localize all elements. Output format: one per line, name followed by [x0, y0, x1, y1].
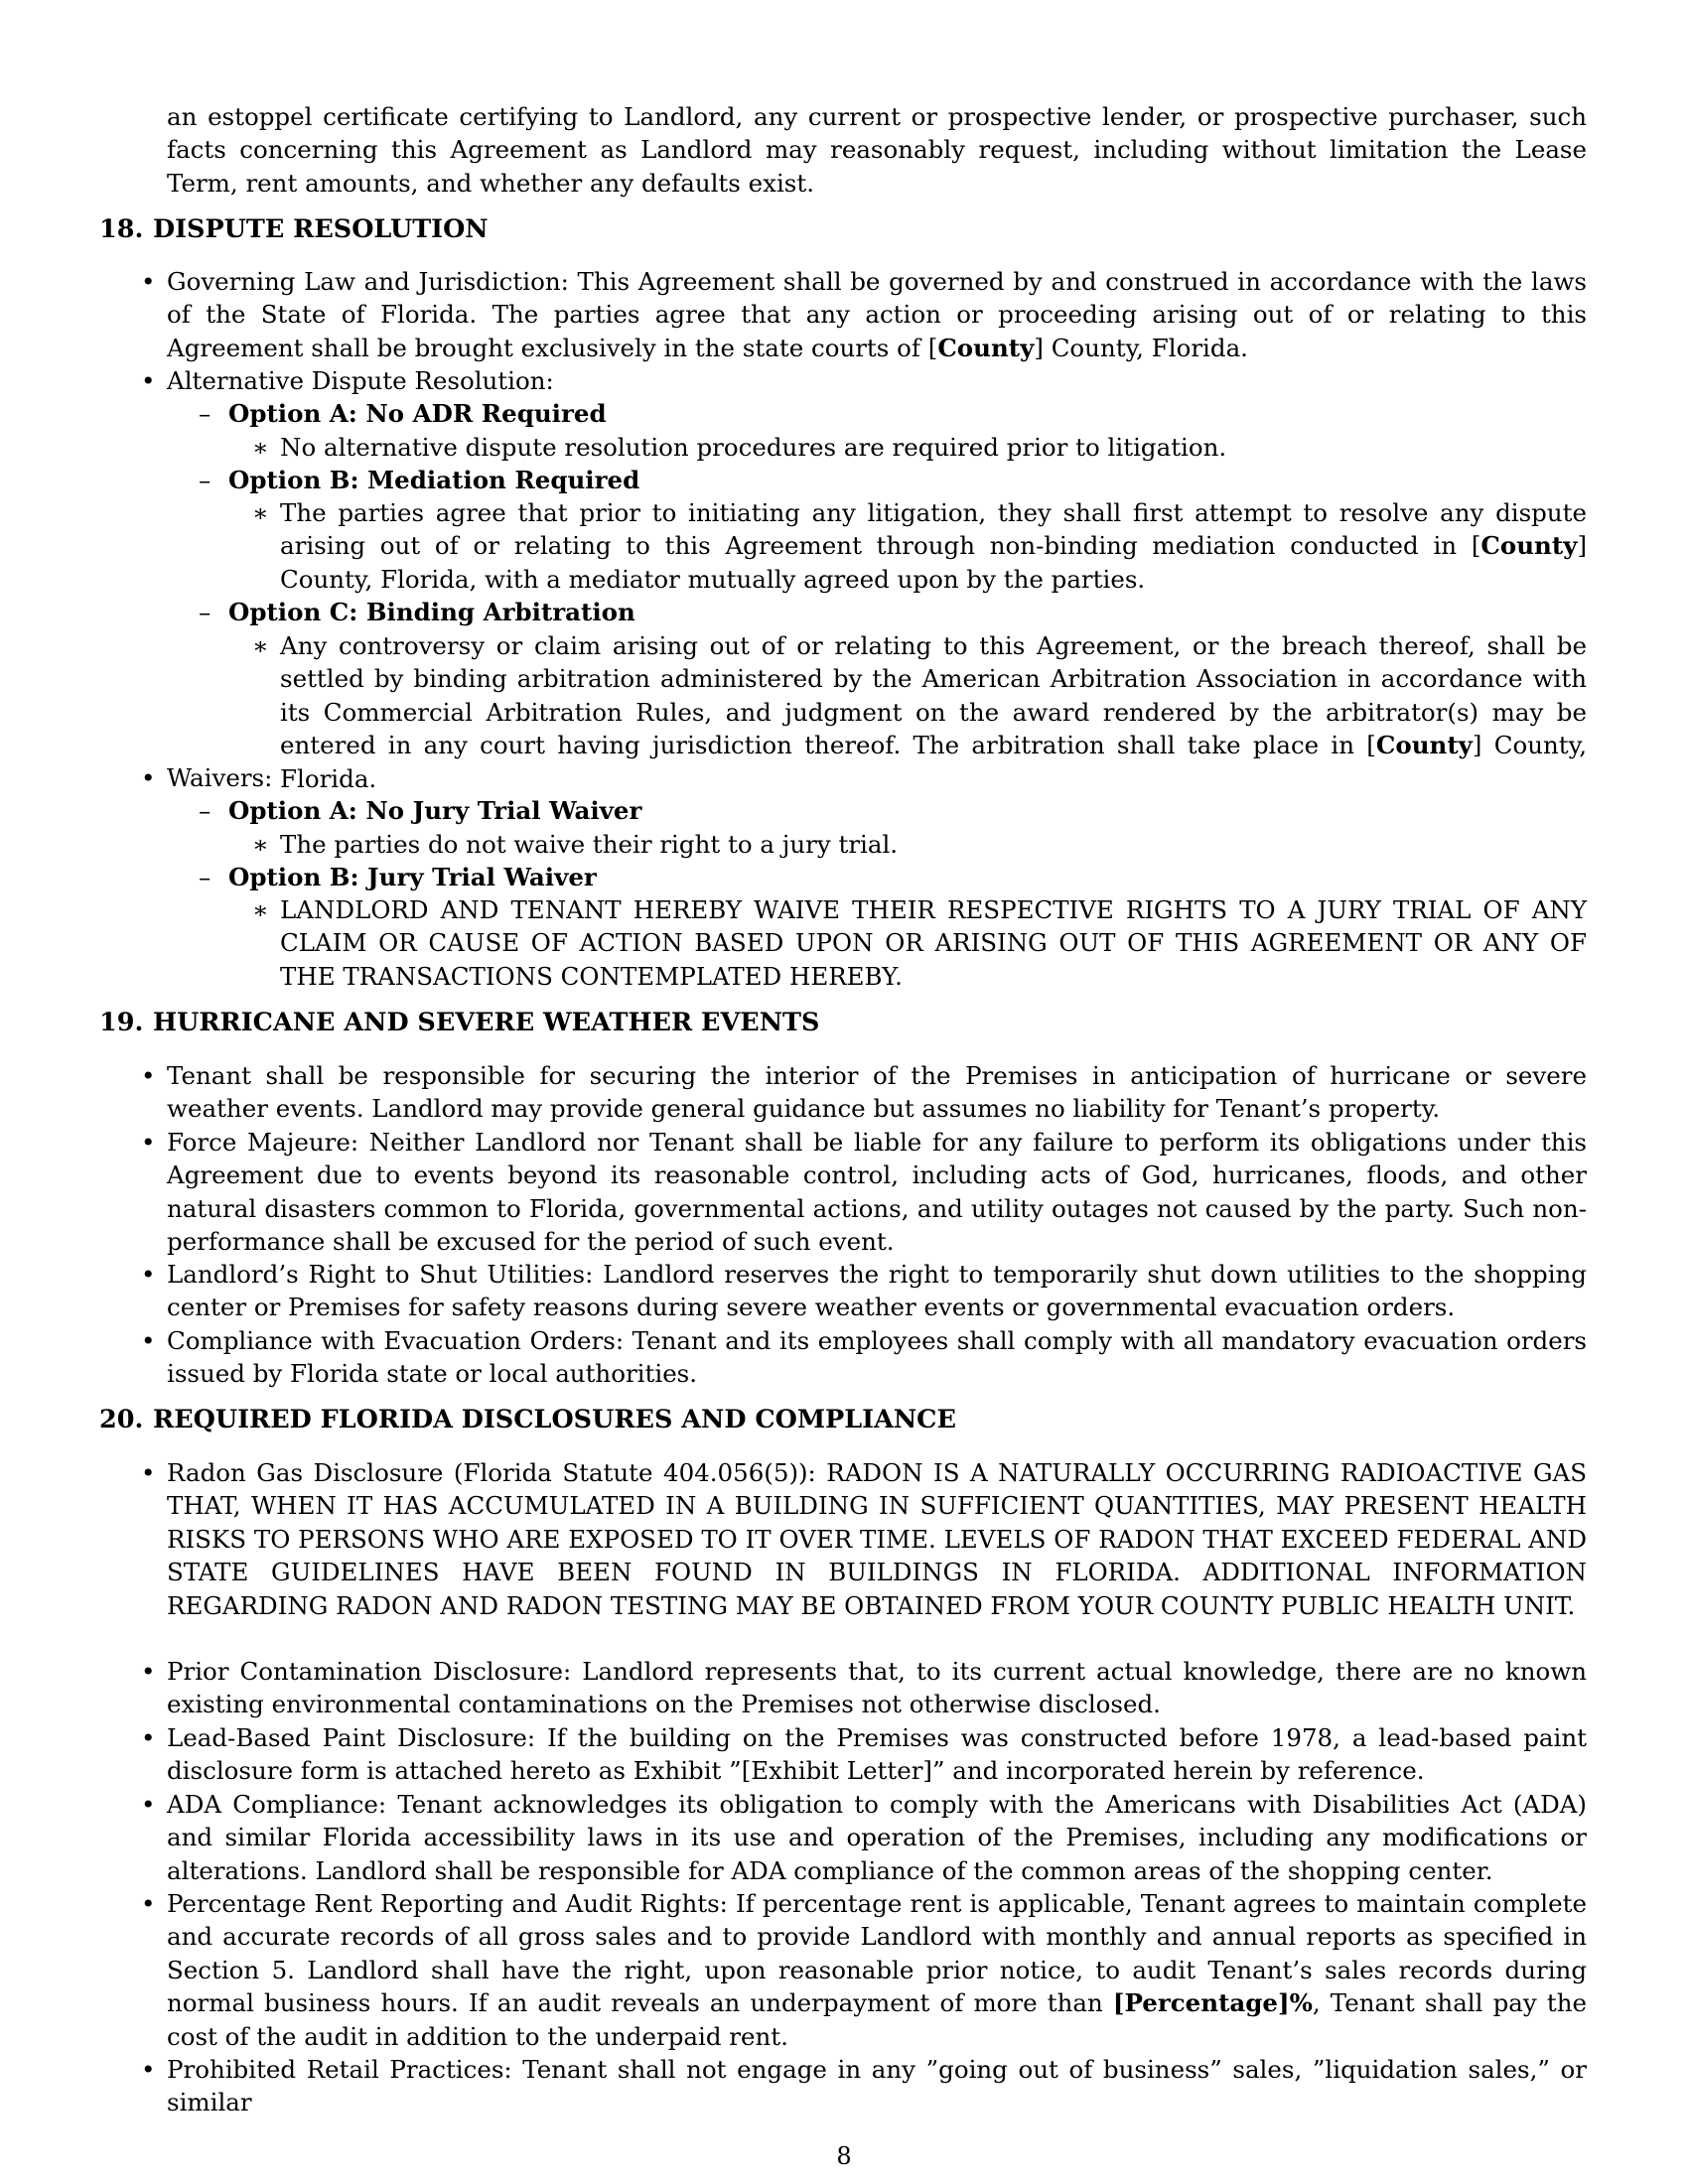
list-item: • Compliance with Evacuation Orders: Tenant and its employees shall comply with all mandatory evacuation orders issued by Florida state or local authorities. [141, 1326, 1587, 1389]
governing-law-item: • Governing Law and Jurisdiction: This Agreement shall be governed by and construed in accordance with the laws of the State of Florida. The parties agree that any action or proceeding arising out of or relating to this Agreement shall be brought exclusively in the state courts of [County] County, Florida. [141, 267, 1587, 362]
prohibited-practices-item: • Prohibited Retail Practices: Tenant shall not engage in any ”going out of business” sales, ”liquidation sales,” or similar [141, 2055, 1587, 2117]
waiver-option-b-title: – Option B: Jury Trial Waiver [199, 863, 597, 891]
adr-option-a-title: – Option A: No ADR Required [199, 399, 607, 428]
continuation-paragraph: an estoppel certificate certifying to Landlord, any current or prospective lender, or prospective purchaser, such facts concerning this Agreement as Landlord may reasonably request, including without limitation the Lease Term, rent amounts, and whether any defaults exist. [167, 102, 1587, 198]
list-item: • Landlord’s Right to Shut Utilities: Landlord reserves the right to temporarily shut down utilities to the shopping center or Premises for safety reasons during severe weather events or governmental evacuation orders. [141, 1260, 1587, 1322]
waiver-option-a-text: ∗ The parties do not waive their right to a jury trial. [252, 830, 899, 859]
adr-option-c-title: – Option C: Binding Arbitration [199, 598, 635, 626]
section-18-heading: 18. DISPUTE RESOLUTION [99, 214, 489, 244]
waiver-option-b-text: ∗ LANDLORD AND TENANT HEREBY WAIVE THEIR RESPECTIVE RIGHTS TO A JURY TRIAL OF ANY CLAIM OR CAUSE OF ACTION BASED UPON OR ARISING OUT OF THIS AGREEMENT OR ANY OF THE TRANSACTIONS CONTEMPLATED HEREBY. [252, 895, 1587, 991]
waiver-option-a-title: – Option A: No Jury Trial Waiver [199, 796, 642, 825]
list-item: • Tenant shall be responsible for securing the interior of the Premises in anticipation of hurricane or severe weather events. Landlord may provide general guidance but assumes no liability for Tenant’s property. [141, 1061, 1587, 1124]
contamination-disclosure-item: • Prior Contamination Disclosure: Landlord represents that, to its current actual knowledge, there are no known existing environmental contaminations on the Premises not otherwise disclosed. [141, 1657, 1587, 1719]
percentage-rent-item: • Percentage Rent Reporting and Audit Rights: If percentage rent is applicable, Tenant agrees to maintain complete and accurate records of all gross sales and to provide Landlord with monthly and annual reports as specified in Section 5. Landlord shall have the right, upon reasonable prior notice, to audit Tenant’s sales records during normal business hours. If an audit reveals an underpayment of more than [Percentage]%, Tenant shall pay the cost of the audit in addition to the underpaid rent. [141, 1889, 1587, 2051]
ada-compliance-item: • ADA Compliance: Tenant acknowledges its obligation to comply with the Americans with Disabilities Act (ADA) and similar Florida accessibility laws in its use and operation of the Premises, including any modifications or alterations. Landlord shall be responsible for ADA compliance of the common areas of the shopping center. [141, 1790, 1587, 1885]
radon-disclosure-item: • Radon Gas Disclosure (Florida Statute 404.056(5)): RADON IS A NATURALLY OCCURRING RADIOACTIVE GAS THAT, WHEN IT HAS ACCUMULATED IN A BUILDING IN SUFFICIENT QUANTITIES, MAY PRESENT HEALTH RISKS TO PERSONS WHO ARE EXPOSED TO IT OVER TIME. LEVELS OF RADON THAT EXCEED FEDERAL AND STATE GUIDELINES HAVE BEEN FOUND IN BUILDINGS IN FLORIDA. ADDITIONAL INFORMATION REGARDING RADON AND RADON TESTING MAY BE OBTAINED FROM YOUR COUNTY PUBLIC HEALTH UNIT. [141, 1458, 1587, 1620]
adr-item: • Alternative Dispute Resolution: [141, 366, 554, 395]
section-20-heading: 20. REQUIRED FLORIDA DISCLOSURES AND COMPLIANCE [99, 1405, 956, 1434]
section-19-heading: 19. HURRICANE AND SEVERE WEATHER EVENTS [99, 1008, 820, 1037]
adr-option-b-title: – Option B: Mediation Required [199, 466, 640, 494]
list-item: • Force Majeure: Neither Landlord nor Tenant shall be liable for any failure to perform its obligations under this Agreement due to events beyond its reasonable control, including acts of God, hurricanes, floods, and other natural disasters common to Florida, governmental actions, and utility outages not caused by the party. Such non-performance shall be excused for the period of such event. [141, 1128, 1587, 1257]
adr-option-b-text: ∗ The parties agree that prior to initiating any litigation, they shall first attempt to resolve any dispute arising out of or relating to this Agreement through non-binding mediation conducted in [County] County, Florida, with a mediator mutually agreed upon by the parties. [252, 498, 1587, 594]
adr-option-c-text: ∗ Any controversy or claim arising out of or relating to this Agreement, or the breach thereof, shall be settled by binding arbitration administered by the American Arbitration Association in accordance with its Commercial Arbitration Rules, and judgment on the award rendered by the arbitrator(s) may be entered in any court having jurisdiction thereof. The arbitration shall take place in [County] County, Florida. [252, 631, 1587, 793]
lead-paint-disclosure-item: • Lead-Based Paint Disclosure: If the building on the Premises was constructed before 1978, a lead-based paint disclosure form is attached hereto as Exhibit ”[Exhibit Letter]” and incorporated herein by reference. [141, 1723, 1587, 1786]
adr-option-a-text: ∗ No alternative dispute resolution procedures are required prior to litigation. [252, 433, 1227, 462]
page-number: 8 [836, 2142, 852, 2170]
waivers-item: • Waivers: [141, 763, 273, 792]
